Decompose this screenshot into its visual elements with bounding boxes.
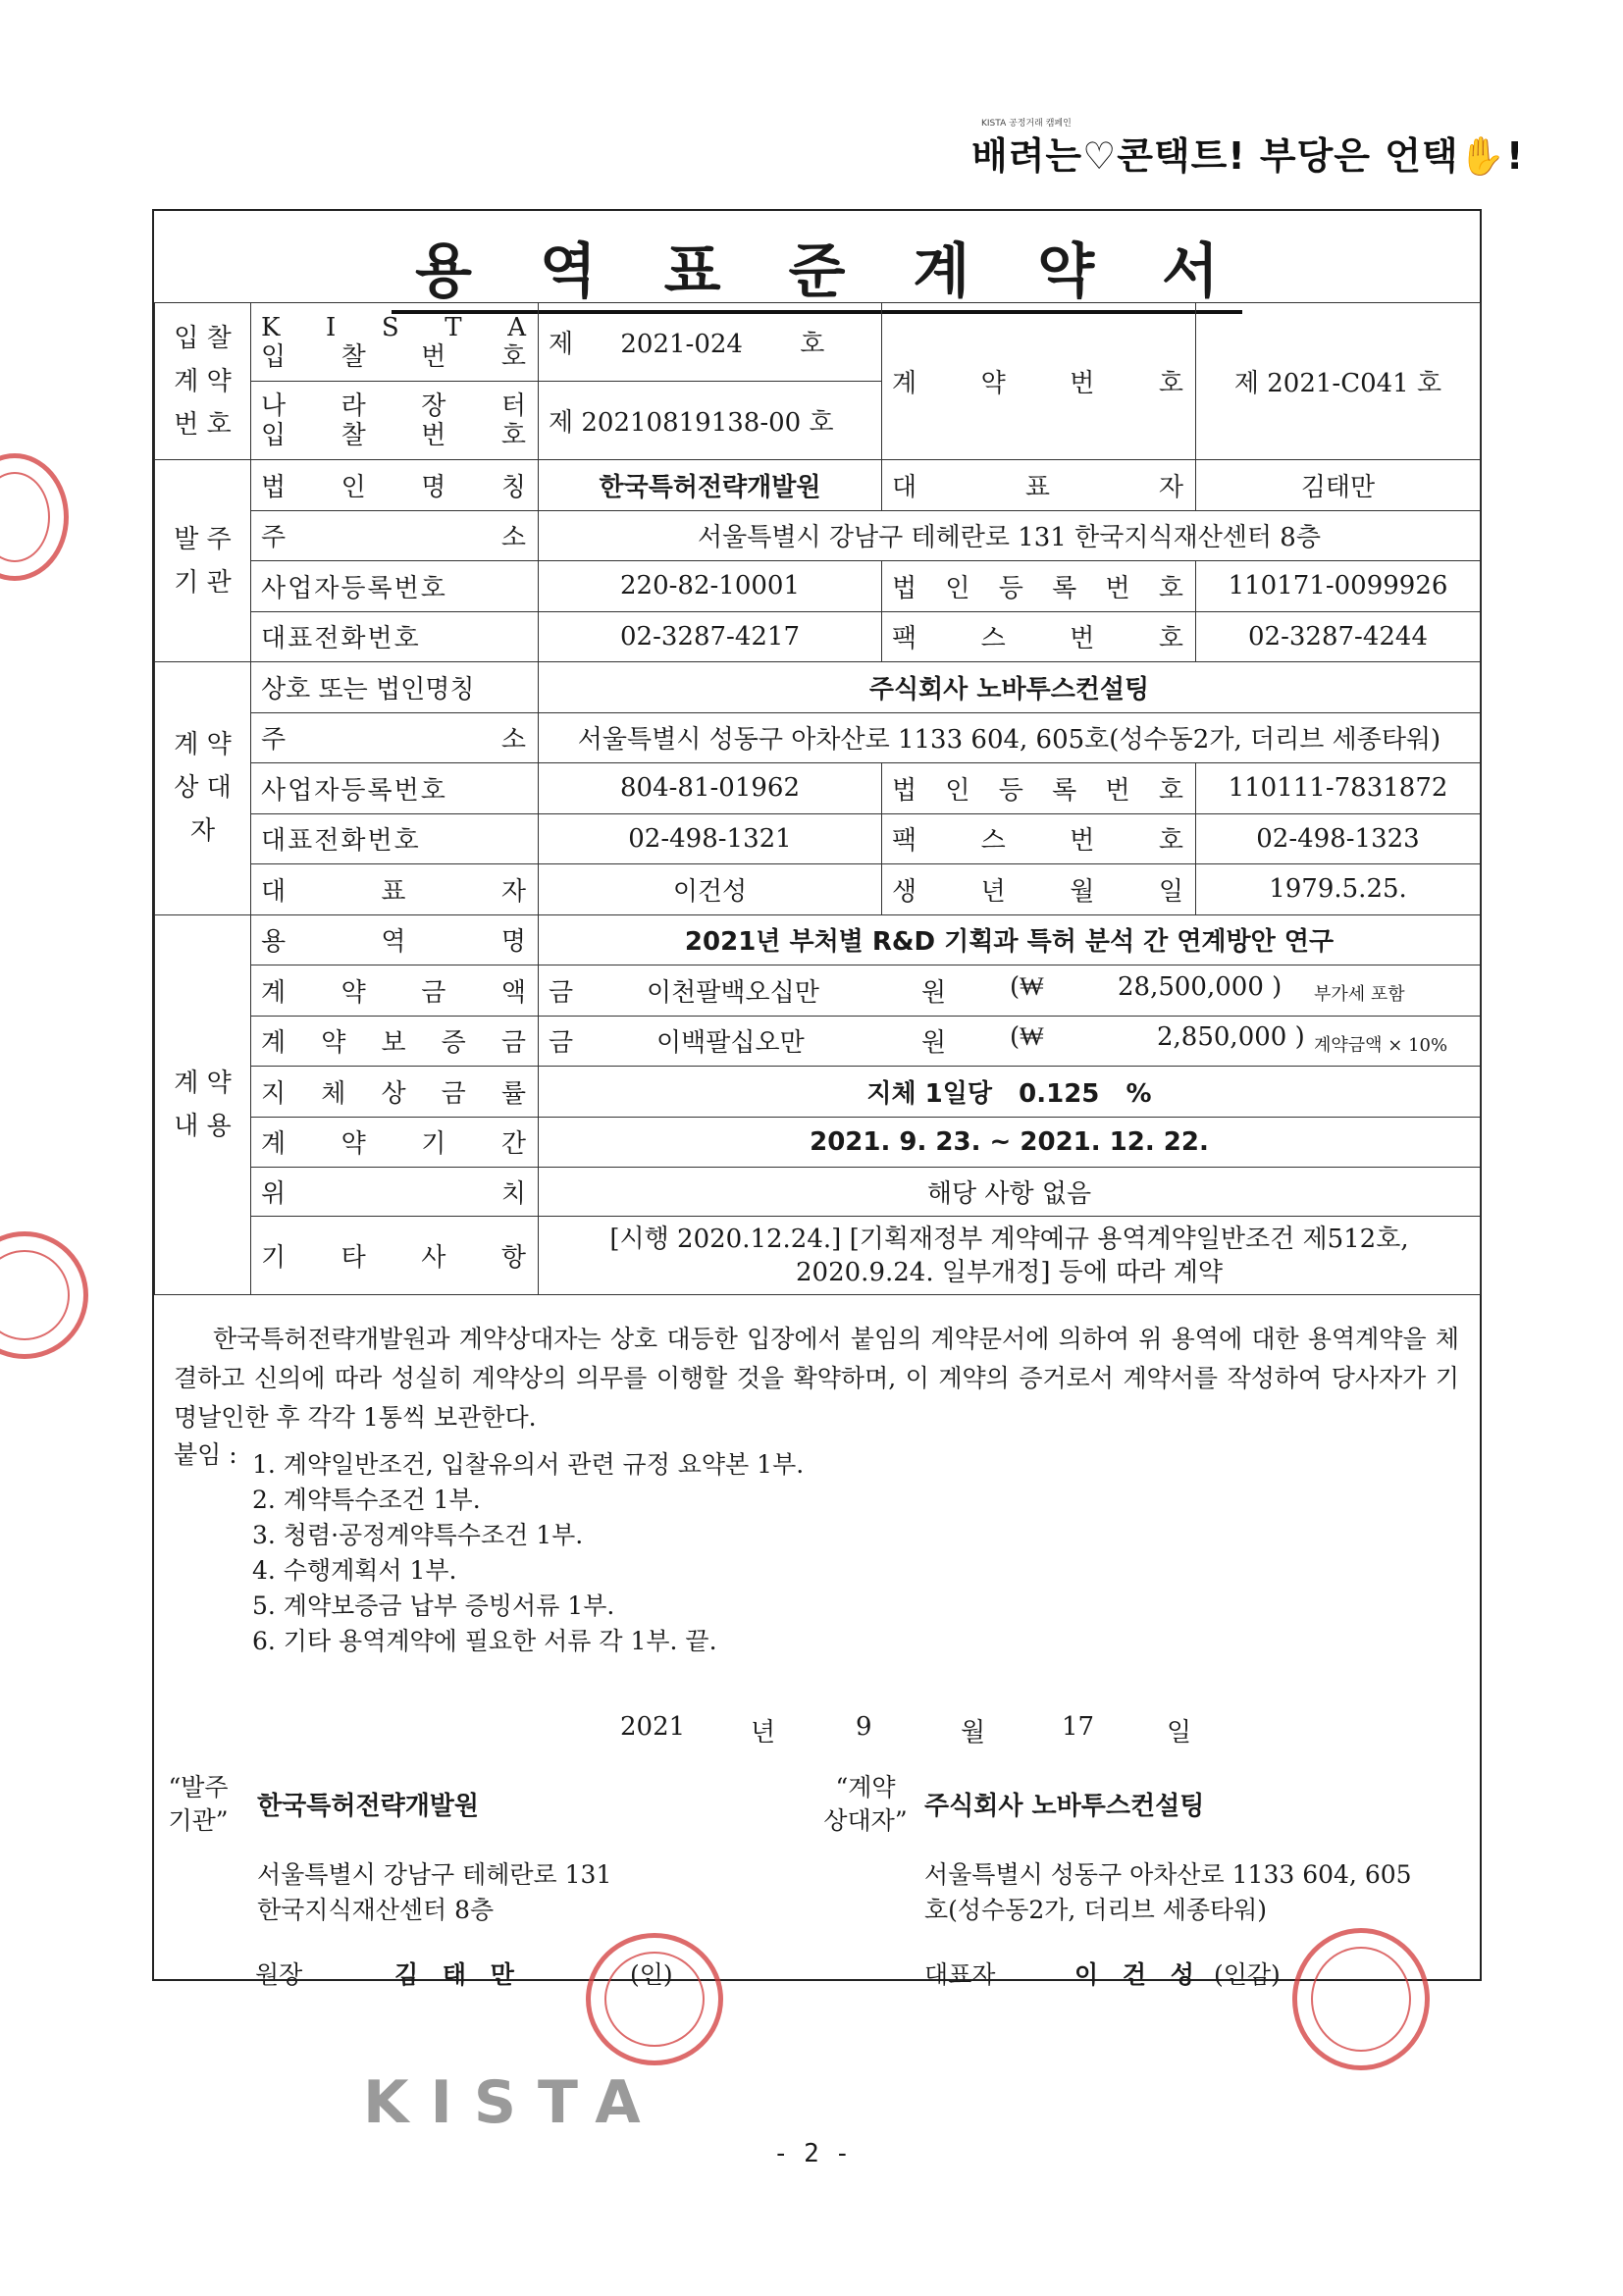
contractor-tel: 02-498-1321: [539, 813, 882, 864]
contract-frame: 용 역 표 준 계 약 서 입 찰 계 약 번 호 K I S T A 입 찰 번 호 제 2021-024 호 계 약 번 호 제 2021-C041 호 나 라 장 터 입 찰 번 호 제 20210819138-00 호 발 주 기 관 법 인 명 칭 한국특허전략개발원 대 표 자 김태만 주 소 서울특별시 강남구 테헤란로 131 한국지식재산센터 8층 사업자등록번호 220-82-10001 법 인 등 록 번 호 110171-0099926 대표전화번호 02-3287-4217 팩 스 번 호 02-3287-4244 계 약 상 대 자 상호 또는 법인명칭 주식회사 노바투스컨설팅 주 소 서울특별시 성동구 아차산로 1133 604, 605호(성수동2가, 더리브 세종타워) 사업자등록번호 804-81-01962 법 인 등 록 번 호 110111-7831872 대표전화번호 02-498-1321 팩 스 번 호 02-498-1323 대 표 자 이건성 생 년 월 일 1979.5.25. 계 약 내 용 용 역 명 2021년 부처별 R&D 기획과 특허 분석 간 연계방안 연구 계 약 금 액 금 이천팔백오십만 원 (₩ 28,500,000 ) 부가세 포함 계 약 보 증 금 금 이백팔십오만 원 (₩ 2,850,000 ) 계약금액 × 10% 지 체 상 금 률 지체 1일당 0.125 % 계 약 기 간 2021. 9. 23. ~ 2021. 12. 22. 위 치 해당 사항 없음 기 타 사 항 [시행 2020.12.24.] [기획재정부 계약예규 용역계약일반조건 제512호, 2020.9.24. 일부개정] 등에 따라 계약 한국특허전략개발원과 계약상대자는 상호 대등한 입장에서 붙임의 계약문서에 의하여 위 용역에 대한 용역계약을 체결하고 신의에 따라 성실히 계약상의 의무를 이행할 것을 확약하며, 이 계약의 증거로서 계약서를 작성하여 당사자가 기명날인한 후 각각 1통씩 보관한다. 붙임 : 1. 계약일반조건, 입찰유의서 관련 규정 요약본 1부. 2. 계약특수조건 1부. 3. 청렴·공정계약특수조건 1부. 4. 수행계획서 1부. 5. 계약보증금 납부 증빙서류 1부. 6. 기타 용역계약에 필요한 서류 각 1부. 끝. 2021 년 9 월 17 일 “발주 기관” 한국특허전략개발원 서울특별시 강남구 테헤란로 131 한국지식재산센터 8층 원장 김 태 만 (인) “계약 상대자” 주식회사 노바투스컨설팅 서울특별시 성동구 아차산로 1133 604, 605 호(성수동2가, 더리브 세종타워) 대표자 이 건 성 (인감): [152, 209, 1482, 1981]
contractor-sign-label: “계약 상대자”: [823, 1773, 908, 1835]
contract-no-value: 제 2021-C041 호: [1196, 303, 1481, 460]
contractor-addr: 서울특별시 성동구 아차산로 1133 604, 605호(성수동2가, 더리브 세종타워): [539, 712, 1481, 763]
client-brn: 220-82-10001: [539, 561, 882, 612]
contractor-dob: 1979.5.25.: [1196, 864, 1481, 915]
client-tel: 02-3287-4217: [539, 611, 882, 662]
contractor-rep-label: 대 표 자: [251, 864, 539, 915]
client-name: 한국특허전략개발원: [539, 460, 882, 511]
client-rep-title: 원장: [255, 1960, 303, 1989]
client-seal-mark: (인): [630, 1960, 673, 1989]
deposit-label: 계 약 보 증 금: [251, 1016, 539, 1067]
contractor-brn-label: 사업자등록번호: [251, 763, 539, 814]
contractor-section-label: 계 약 상 대 자: [155, 662, 251, 915]
contractor-seal-mark: (인감): [1214, 1960, 1281, 1989]
client-rep: 김태만: [1196, 460, 1481, 511]
nara-bid-label: 나 라 장 터 입 찰 번 호: [251, 382, 539, 460]
contract-table: [154, 302, 1481, 1295]
contractor-crn-label: 법 인 등 록 번 호: [882, 763, 1196, 814]
contractor-sign-addr: 서울특별시 성동구 아차산로 1133 604, 605 호(성수동2가, 더리브 세종타워): [924, 1860, 1412, 1924]
client-seal-stamp: [586, 1933, 723, 2065]
page-number: - 2 -: [772, 2139, 851, 2168]
kista-bid-value: 제 2021-024 호: [539, 303, 882, 382]
contract-period: 2021. 9. 23. ~ 2021. 12. 22.: [539, 1117, 1481, 1168]
campaign-slogan: 배려는♡콘택트! 부당은 언택✋!: [971, 134, 1525, 178]
contractor-fax: 02-498-1323: [1196, 813, 1481, 864]
bid-section-label: 입 찰 계 약 번 호: [155, 303, 251, 460]
client-rep-name: 김 태 만: [394, 1960, 522, 1989]
deposit-value: 금 이백팔십오만 원 (₩ 2,850,000 ) 계약금액 × 10%: [539, 1016, 1481, 1067]
contractor-seal-stamp: [1292, 1928, 1430, 2070]
attachments-label: 붙임 :: [174, 1440, 237, 1469]
contractor-addr-label: 주 소: [251, 712, 539, 763]
client-sign-addr: 서울특별시 강남구 테헤란로 131 한국지식재산센터 8층: [257, 1860, 612, 1924]
campaign-tagline: KISTA 공정거래 캠페인: [981, 119, 1072, 129]
contractor-rep-name: 이 건 성: [1074, 1960, 1202, 1989]
contractor-sign-org: 주식회사 노바투스컨설팅: [924, 1792, 1205, 1821]
contractor-dob-label: 생 년 월 일: [882, 864, 1196, 915]
client-name-label: 법 인 명 칭: [251, 460, 539, 511]
nara-bid-value: 제 20210819138-00 호: [539, 382, 882, 460]
client-sign-org: 한국특허전략개발원: [257, 1792, 480, 1821]
amount-value: 금 이천팔백오십만 원 (₩ 28,500,000 ) 부가세 포함: [539, 965, 1481, 1017]
delay-rate: 지체 1일당 0.125 %: [539, 1067, 1481, 1118]
contractor-name: 주식회사 노바투스컨설팅: [539, 662, 1481, 713]
delay-rate-label: 지 체 상 금 률: [251, 1067, 539, 1118]
contractor-name-label: 상호 또는 법인명칭: [251, 662, 539, 713]
period-label: 계 약 기 간: [251, 1117, 539, 1168]
amount-label: 계 약 금 액: [251, 965, 539, 1017]
client-brn-label: 사업자등록번호: [251, 561, 539, 612]
etc-value: [시행 2020.12.24.] [기획재정부 계약예규 용역계약일반조건 제512호, 2020.9.24. 일부개정] 등에 따라 계약: [539, 1217, 1481, 1295]
content-section-label: 계 약 내 용: [155, 914, 251, 1295]
location-label: 위 치: [251, 1168, 539, 1217]
contractor-fax-label: 팩 스 번 호: [882, 813, 1196, 864]
etc-label: 기 타 사 항: [251, 1217, 539, 1295]
client-addr: 서울특별시 강남구 테헤란로 131 한국지식재산센터 8층: [539, 510, 1481, 561]
attachment-item: 3. 청렴·공정계약특수조건 1부.: [252, 1521, 584, 1549]
attachment-item: 4. 수행계획서 1부.: [252, 1556, 457, 1585]
attachment-item: 5. 계약보증금 납부 증빙서류 1부.: [252, 1592, 615, 1620]
location-value: 해당 사항 없음: [539, 1168, 1481, 1217]
client-addr-label: 주 소: [251, 510, 539, 561]
document-title: 용 역 표 준 계 약 서: [154, 225, 1480, 309]
attachment-item: 2. 계약특수조건 1부.: [252, 1486, 481, 1514]
service-name-label: 용 역 명: [251, 914, 539, 965]
client-sign-label: “발주 기관”: [168, 1773, 229, 1835]
attachment-item: 1. 계약일반조건, 입찰유의서 관련 규정 요약본 1부.: [252, 1450, 805, 1479]
client-section-label: 발 주 기 관: [155, 460, 251, 662]
service-name: 2021년 부처별 R&D 기획과 특허 분석 간 연계방안 연구: [539, 914, 1481, 965]
contractor-brn: 804-81-01962: [539, 763, 882, 814]
left-margin-stamp-bottom: [0, 1231, 88, 1359]
client-fax: 02-3287-4244: [1196, 611, 1481, 662]
attachments: [174, 1437, 804, 1659]
attachment-item: 6. 기타 용역계약에 필요한 서류 각 1부. 끝.: [252, 1627, 717, 1655]
agreement-paragraph: 한국특허전략개발원과 계약상대자는 상호 대등한 입장에서 붙임의 계약문서에 의하여 위 용역에 대한 용역계약을 체결하고 신의에 따라 성실히 계약상의 의무를 이행할 것을 확약하며, 이 계약의 증거로서 계약서를 작성하여 당사자가 기명날인한 후 각각 1통씩 보관한다.: [174, 1325, 1459, 1432]
kista-footer-logo: KISTA: [363, 2068, 662, 2137]
contractor-crn: 110111-7831872: [1196, 763, 1481, 814]
client-fax-label: 팩 스 번 호: [882, 611, 1196, 662]
client-tel-label: 대표전화번호: [251, 611, 539, 662]
left-margin-stamp-top: [0, 453, 69, 581]
contractor-rep: 이건성: [539, 864, 882, 915]
contractor-tel-label: 대표전화번호: [251, 813, 539, 864]
kista-bid-label: K I S T A 입 찰 번 호: [251, 303, 539, 382]
client-crn-label: 법 인 등 록 번 호: [882, 561, 1196, 612]
contractor-rep-title: 대표자: [924, 1960, 996, 1989]
client-rep-label: 대 표 자: [882, 460, 1196, 511]
client-crn: 110171-0099926: [1196, 561, 1481, 612]
contract-no-label: 계 약 번 호: [882, 303, 1196, 460]
